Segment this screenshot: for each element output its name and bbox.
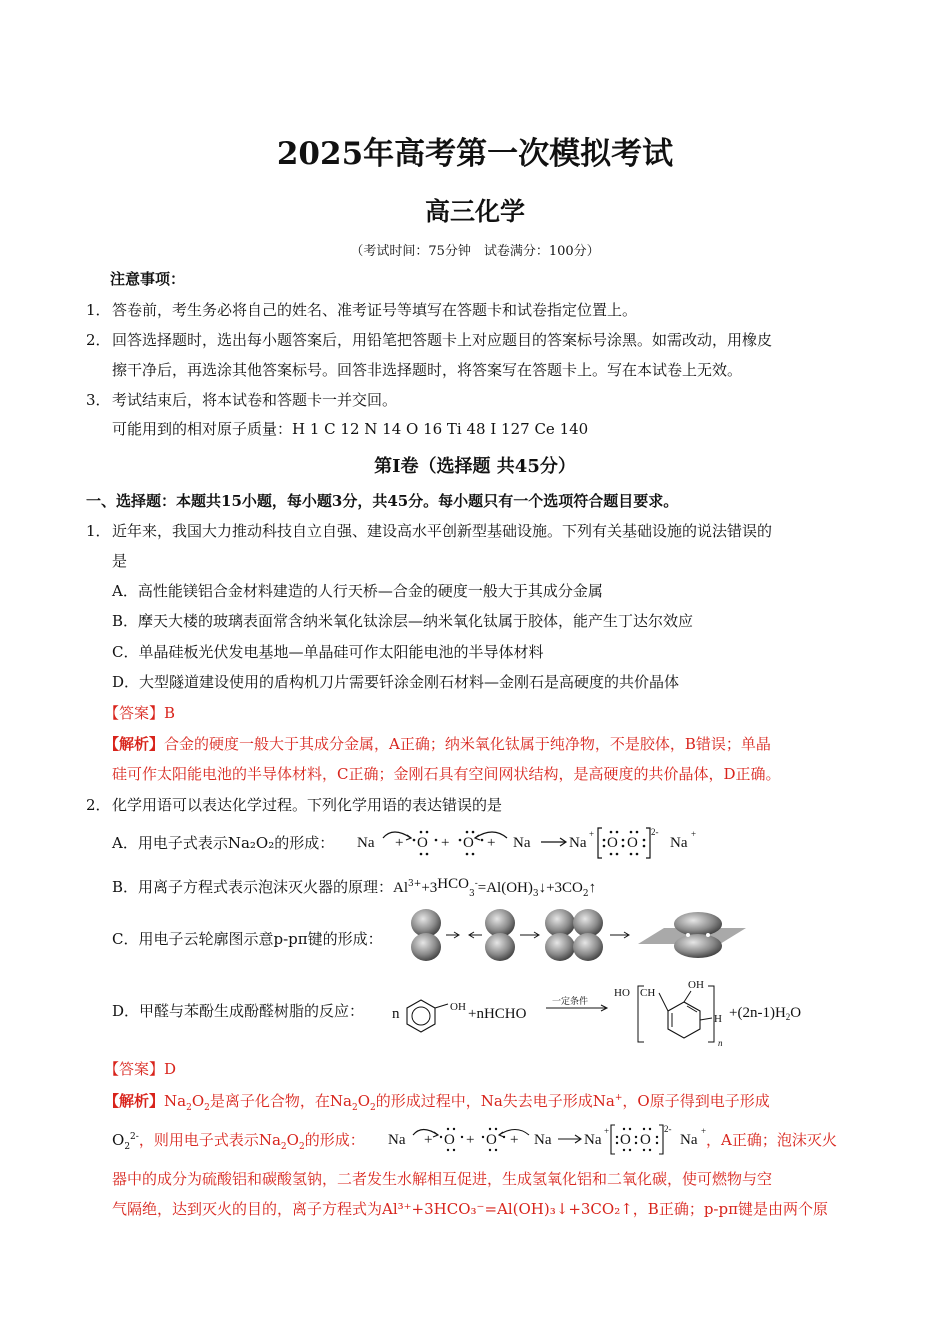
q2-option-c: C．用电子云轮廓图示意p-pπ键的形成：	[112, 930, 383, 948]
q2-option-b: B．用离子方程式表示泡沫灭火器的原理：$Al^{3+}+3HCO_3^-=Al(OH)_3↓+3CO_2↑$	[112, 876, 597, 899]
q1-option-a: A．高性能镁铝合金材料建造的人行天桥—合金的硬度一般大于其成分金属	[112, 582, 603, 600]
q2-option-a: A．用电子式表示Na₂O₂的形成：	[112, 834, 335, 852]
electron-dot-formation-figure	[355, 822, 700, 864]
q2-analysis-2-end: ，A正确；泡沫灭火	[706, 1131, 837, 1149]
q1-option-b: B．摩天大楼的玻璃表面常含纳米氧化钛涂层—纳米氧化钛属于胶体，能产生丁达尔效应	[112, 612, 694, 630]
resin-ch2: CH	[640, 987, 656, 999]
analysis-dot-plus-1: +	[424, 1132, 433, 1148]
dot-na-1: Na	[357, 835, 375, 851]
q1-analysis-1: 【解析】合金的硬度一般大于其成分金属，A正确；纳米氧化钛属于纯净物，不是胶体，B错误；单晶	[104, 735, 771, 753]
analysis-dot-na-3: Na	[584, 1132, 602, 1148]
dot-plus-1: +	[395, 835, 404, 851]
exam-subtitle: 高三化学	[424, 197, 525, 226]
resin-ho: HO	[614, 987, 630, 999]
q1-option-c: C．单晶硅板光伏发电基地—单晶硅可作太阳能电池的半导体材料	[112, 643, 544, 661]
dot-plus-3: +	[487, 835, 496, 851]
reaction-n: n	[392, 1006, 400, 1022]
notice-item-2-cont: 擦干净后，再选涂其他答案标号。回答非选择题时，将答案写在答题卡上。写在本试卷上无效。	[112, 361, 743, 379]
notice-heading: 注意事项：	[110, 270, 186, 288]
q2-analysis-4: 气隔绝，达到灭火的目的，离子方程式为Al³⁺+3HCO₃⁻=Al(OH)₃↓+3CO₂↑，B正确；p-pπ键是由两个原	[112, 1200, 828, 1218]
dot-plus-2: +	[441, 835, 450, 851]
analysis-dot-na-2: Na	[534, 1132, 552, 1148]
section-title: 第Ⅰ卷（选择题 共45分）	[374, 456, 576, 477]
q2-analysis-2: $O_2^{2-}$，则用电子式表示$Na_2O_2$的形成：	[112, 1131, 365, 1152]
dot-o-4: O	[627, 835, 638, 851]
q2-answer: 【答案】D	[104, 1060, 177, 1078]
notice-item-1: 答卷前，考生务必将自己的姓名、准考证号等填写在答题卡和试卷指定位置上。	[112, 301, 638, 319]
q1-stem-cont: 是	[112, 552, 128, 570]
notice-item-2-num: 2．	[86, 331, 111, 349]
analysis-dot-plus-2: +	[466, 1132, 475, 1148]
p-p-pi-bond-figure	[408, 906, 748, 964]
analysis-dot-o-2: O	[486, 1132, 497, 1148]
dot-o-3: O	[607, 835, 618, 851]
section-instruction: 一、选择题：本题共15小题，每小题3分，共45分。每小题只有一个选项符合题目要求。	[86, 492, 679, 510]
analysis-dot-na-4: Na	[680, 1132, 698, 1148]
q1-analysis-2: 硅可作太阳能电池的半导体材料，C正确；金刚石具有空间网状结构，是高硬度的共价晶体，D正确。	[112, 765, 781, 783]
analysis-dot-plus-3: +	[510, 1132, 519, 1148]
dot-o-1: O	[417, 835, 428, 851]
analysis-dot-o-3: O	[620, 1132, 631, 1148]
analysis-electron-dot-figure	[386, 1120, 706, 1160]
q1-num: 1．	[86, 522, 111, 540]
reaction-water: $+(2n-1)H_2O$	[729, 1005, 802, 1022]
notice-item-3: 考试结束后，将本试卷和答题卡一并交回。	[112, 391, 398, 409]
q2-stem: 化学用语可以表达化学过程。下列化学用语的表达错误的是	[112, 796, 503, 814]
dot-na-4: Na	[670, 835, 688, 851]
q1-option-d: D．大型隧道建设使用的盾构机刀片需要钎涂金刚石材料—金刚石是高硬度的共价晶体	[112, 673, 680, 691]
q2-analysis-3: 器中的成分为硫酸铝和碳酸氢钠，二者发生水解相互促进，生成氢氧化铝和二氧化碳，使可燃物与空	[112, 1170, 773, 1188]
phenol-oh: OH	[450, 1001, 466, 1013]
q1-answer: 【答案】B	[104, 704, 176, 722]
resin-n: n	[718, 1038, 723, 1048]
exam-title: 2025年高考第一次模拟考试	[276, 136, 674, 172]
phenol-formaldehyde-reaction-figure	[388, 978, 828, 1050]
dot-na-charge-2: +	[691, 829, 697, 839]
notice-item-1-num: 1．	[86, 301, 111, 319]
reaction-hcho: +nHCHO	[468, 1006, 527, 1022]
analysis-dot-o-4: O	[640, 1132, 651, 1148]
dot-na-3: Na	[569, 835, 587, 851]
q2-analysis-1: 【解析】$Na_2O_2$是离子化合物，在$Na_2O_2$的形成过程中，Na失去电子形成Na+，O原子得到电子形成	[104, 1092, 770, 1113]
resin-h: H	[714, 1013, 722, 1025]
analysis-dot-na-charge-2: +	[701, 1126, 706, 1136]
notice-item-2: 回答选择题时，选出每小题答案后，用铅笔把答题卡上对应题目的答案标号涂黑。如需改动，用橡皮	[112, 331, 773, 349]
dot-o-2: O	[463, 835, 474, 851]
dot-na-charge-1: +	[589, 829, 595, 839]
dot-na-2: Na	[513, 835, 531, 851]
q2-option-d: D．甲醛与苯酚生成酚醛树脂的反应：	[112, 1002, 365, 1020]
analysis-dot-na-charge-1: +	[604, 1126, 610, 1136]
q1-stem: 近年来，我国大力推动科技自立自强、建设高水平创新型基础设施。下列有关基础设施的说法错误的	[112, 522, 773, 540]
atomic-mass-line: 可能用到的相对原子质量：H 1 C 12 N 14 O 16 Ti 48 I 127 Ce 140	[112, 420, 589, 438]
q2-num: 2．	[86, 796, 111, 814]
notice-item-3-num: 3．	[86, 391, 111, 409]
analysis-dot-charge: 2-	[664, 1124, 672, 1134]
analysis-dot-o-1: O	[444, 1132, 455, 1148]
reaction-condition: 一定条件	[552, 996, 589, 1006]
resin-oh: OH	[688, 979, 704, 991]
analysis-dot-na-1: Na	[388, 1132, 406, 1148]
dot-charge: 2-	[651, 827, 659, 837]
exam-time-info: （考试时间：75分钟 试卷满分：100分）	[350, 244, 600, 259]
